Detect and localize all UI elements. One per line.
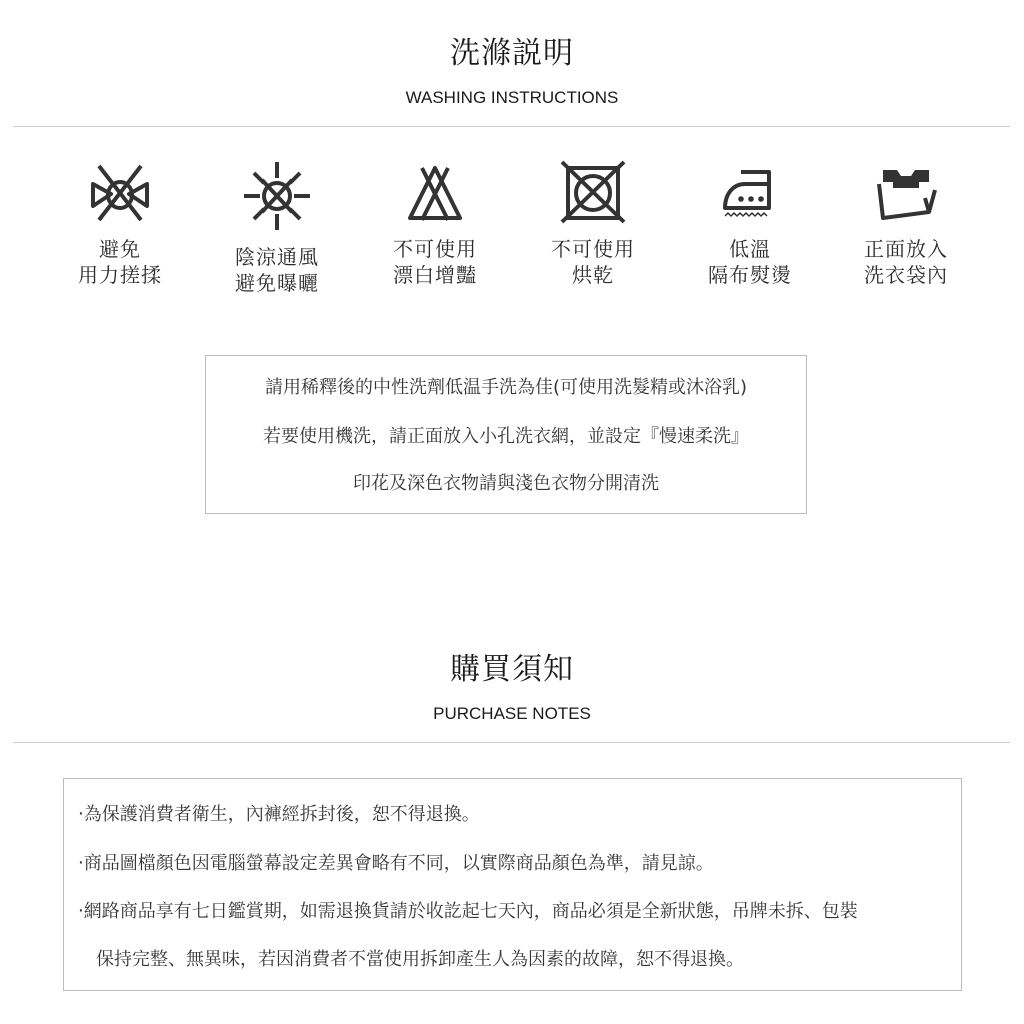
- care-label-line2: 避免曝曬: [235, 271, 319, 295]
- care-label-line2: 用力搓揉: [78, 263, 162, 287]
- care-item-laundry-bag: [836, 160, 976, 288]
- care-label-line1: 不可使用: [551, 237, 635, 261]
- purchase-subtitle: PURCHASE NOTES: [433, 704, 591, 723]
- hand-wash-no-wring-icon: [85, 160, 155, 224]
- washing-subtitle: WASHING INSTRUCTIONS: [405, 88, 619, 107]
- care-label-line2: 烘乾: [572, 263, 614, 287]
- purchase-note: ‧商品圖檔顏色因電腦螢幕設定差異會略有不同，以實際商品顏色為準，請見諒。: [78, 853, 714, 874]
- purchase-divider: [13, 742, 1010, 743]
- purchase-notes-box: [63, 778, 962, 991]
- care-label-line1: 低溫: [729, 237, 771, 261]
- purchase-title: 購買須知: [450, 652, 574, 687]
- washing-divider: [13, 126, 1010, 127]
- washing-note-line: 印花及深色衣物請與淺色衣物分開清洗: [353, 473, 659, 494]
- care-item-dry-shade: [207, 160, 347, 296]
- care-label: [836, 236, 976, 288]
- care-label: [365, 236, 505, 288]
- washing-title: 洗滌説明: [450, 36, 574, 71]
- washing-note-line: 若要使用機洗，請正面放入小孔洗衣網，並設定『慢速柔洗』: [263, 426, 749, 447]
- care-label: [207, 244, 347, 296]
- care-item-no-tumble: [523, 160, 663, 288]
- care-item-low-iron: [680, 160, 820, 288]
- washing-note-line: 請用稀釋後的中性洗劑低温手洗為佳(可使用洗髮精或沐浴乳): [264, 377, 748, 398]
- low-iron-icon: [715, 160, 785, 224]
- no-bleach-icon: [400, 160, 470, 224]
- dry-in-shade-icon: [242, 160, 312, 232]
- purchase-note-continuation: 保持完整、無異味，若因消費者不當使用拆卸產生人為因素的故障，恕不得退換。: [96, 949, 744, 970]
- care-item-no-bleach: [365, 160, 505, 288]
- care-label-line1: 不可使用: [393, 237, 477, 261]
- washing-notes-box: [205, 355, 807, 514]
- care-label-line2: 隔布熨燙: [708, 263, 792, 287]
- laundry-bag-icon: [871, 160, 941, 224]
- care-label-line2: 漂白增豔: [393, 263, 477, 287]
- no-tumble-dry-icon: [558, 160, 628, 224]
- care-icons-row: [0, 160, 1024, 300]
- purchase-note: ‧為保護消費者衛生，內褲經拆封後，恕不得退換。: [78, 804, 480, 825]
- care-label-line1: 陰涼通風: [235, 245, 319, 269]
- care-label: [50, 236, 190, 288]
- care-label-line1: 避免: [99, 237, 141, 261]
- care-item-no-wring: [50, 160, 190, 288]
- purchase-note: ‧網路商品享有七日鑑賞期，如需退換貨請於收訖起七天內，商品必須是全新狀態，吊牌未拆、包裝: [78, 901, 858, 922]
- care-label: [523, 236, 663, 288]
- care-label-line1: 正面放入: [864, 237, 948, 261]
- care-label-line2: 洗衣袋內: [864, 263, 948, 287]
- care-label: [680, 236, 820, 288]
